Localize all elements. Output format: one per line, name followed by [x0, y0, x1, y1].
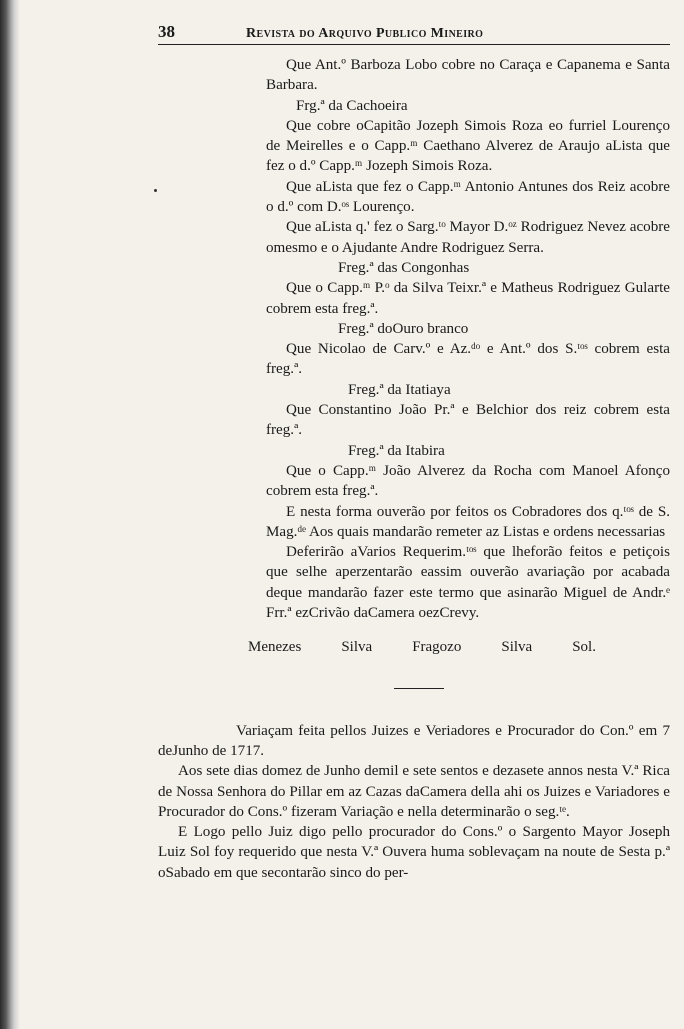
parish-heading-congonhas: Freg.ª das Congonhas — [338, 259, 470, 276]
page-header — [158, 22, 670, 45]
signature-line — [248, 637, 596, 657]
signature-silva-2: Silva — [501, 639, 533, 656]
signature-silva-1: Silva — [341, 639, 373, 656]
book-binding-shadow — [0, 0, 20, 1029]
paragraph-simois-roza: Que cobre oCapitão Jozeph Simois Roza eo furriel Lourenço de Meirelles e o Capp.ᵐ Caethano Alverez de Araujo aLista que fez o d.º Capp.ᵐ Jozeph Simois Roza. — [266, 117, 670, 175]
running-title: Revista do Arquivo Publico Mineiro — [246, 26, 484, 41]
parish-heading-itabira: Freg.ª da Itabira — [348, 442, 445, 459]
document-body — [158, 55, 670, 883]
paragraph-variacam-title: Variaçam feita pellos Juizes e Veriadores e Procurador do Con.º em 7 deJunho de 1717. — [158, 722, 670, 759]
upper-section — [158, 55, 670, 623]
parish-heading-cachoeira: Frg.ª da Cachoeira — [296, 97, 408, 114]
section-divider — [394, 688, 444, 689]
paragraph-caraca: Que Ant.º Barboza Lobo cobre no Caraça e Capanema e Santa Barbara. — [266, 57, 670, 94]
paragraph-aos-sete-dias: Aos sete dias domez de Junho demil e sete sentos e dezasete annos nesta V.ª Rica de Nossa Senhora do Pillar em az Cazas daCamera della ahi os Juizes e Variadores e Procurador do Cons.º fizeram Variação e nella determinarão o seg.ᵗᵉ. — [158, 763, 670, 820]
paragraph-alverez-rocha: Que o Capp.ᵐ João Alverez da Rocha com Manoel Afonço cobrem esta freg.ª. — [266, 462, 670, 500]
signature-sol: Sol. — [572, 639, 596, 656]
paragraph-rodriguez-nevez: Que aLista q.' fez o Sarg.ᵗᵒ Mayor D.ᵒᶻ Rodriguez Nevez acobre omesmo e o Ajudante Andre Rodriguez Serra. — [266, 219, 670, 256]
margin-speck — [154, 189, 157, 192]
paragraph-nicolao: Que Nicolao de Carv.º e Az.ᵈᵒ e Ant.º dos S.ᵗᵒˢ cobrem esta freg.ª. — [266, 341, 670, 378]
parish-heading-itatiaya: Freg.ª da Itatiaya — [348, 381, 451, 398]
paragraph-deferirao: Deferirão aVarios Requerim.ᵗᵒˢ que lheforão feitos e petiçois que selhe aperzentarão eassim ouverão avariação por acabada deque mandarão fazer este termo que asinarão Miguel de Andr.ᵉ Frr.ª ezCrivão daCamera oezCrevy. — [266, 544, 670, 622]
signature-menezes: Menezes — [248, 639, 302, 656]
signature-fragozo: Fragozo — [412, 639, 462, 656]
paragraph-antunes: Que aLista que fez o Capp.ᵐ Antonio Antunes dos Reiz acobre o d.º com D.ᵒˢ Lourenço. — [266, 178, 670, 216]
parish-heading-ouro-branco: Freg.ª doOuro branco — [338, 320, 469, 337]
paragraph-constantino: Que Constantino João Pr.ª e Belchior dos reiz cobrem esta freg.ª. — [266, 402, 670, 439]
paragraph-cobradores: E nesta forma ouverão por feitos os Cobradores dos q.ᵗᵒˢ de S. Mag.ᵈᵉ Aos quais mandarão remeter az Listas e ordens necessarias — [266, 503, 670, 540]
page-number: 38 — [158, 22, 175, 41]
document-page — [158, 22, 670, 883]
paragraph-teixr: Que o Capp.ᵐ P.ᵒ da Silva Teixr.ª e Matheus Rodriguez Gularte cobrem esta freg.ª. — [266, 280, 670, 317]
paragraph-sargento-mayor: E Logo pello Juiz digo pello procurador do Cons.º o Sargento Mayor Joseph Luiz Sol foy requerido que nesta V.ª Ouvera huma soblevaçam na noute de Sesta p.ª oSabado em que secontarão sinco do per- — [158, 824, 670, 881]
lower-section — [158, 721, 670, 883]
